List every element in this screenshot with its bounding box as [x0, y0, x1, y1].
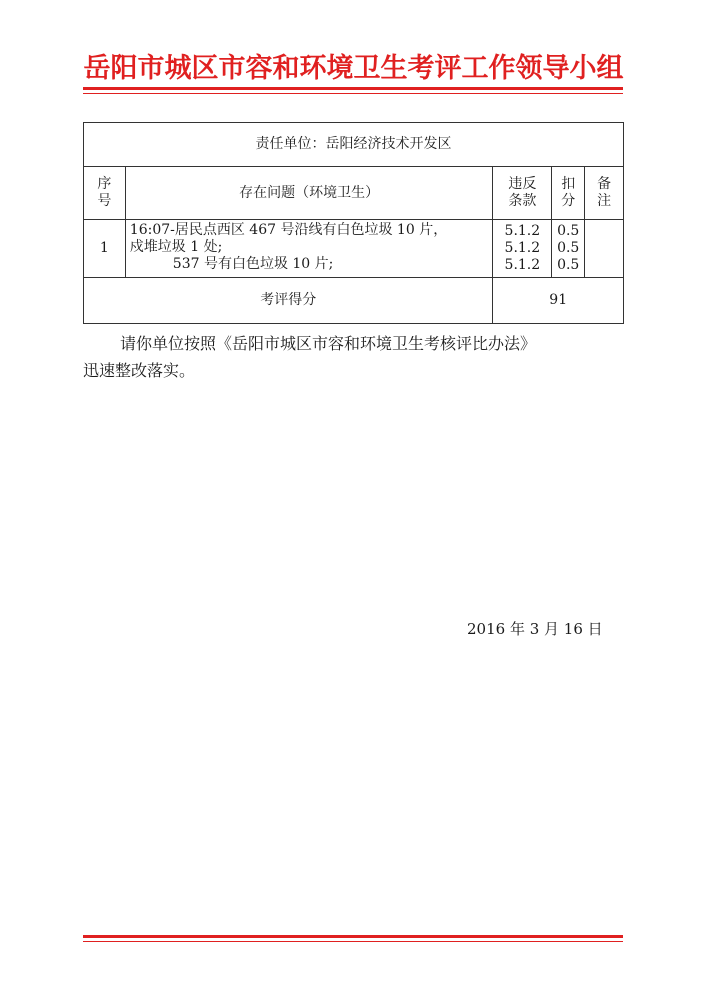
note-line-1: 请你单位按照《岳阳市城区市容和环境卫生考核评比办法》	[120, 334, 537, 353]
table-row	[84, 220, 624, 278]
clause-cell: 5.1.2 5.1.2 5.1.2	[493, 220, 552, 278]
seq-cell: 1	[84, 220, 126, 278]
header-rule-thin	[83, 93, 623, 94]
inspection-table	[83, 122, 624, 324]
document-header-title: 岳阳市城区市容和环境卫生考评工作领导小组	[83, 53, 624, 84]
deduction-header: 扣 分	[552, 167, 585, 220]
problem-header: 存在问题（环境卫生）	[125, 167, 493, 220]
score-value: 91	[493, 278, 624, 324]
clause-header: 违反 条款	[493, 167, 552, 220]
score-label: 考评得分	[84, 278, 493, 324]
footer-rule-thick	[83, 935, 623, 938]
note-line-2: 迅速整改落实。	[83, 361, 196, 380]
problem-line: 537 号有白色垃圾 10 片;	[172, 256, 334, 272]
rectification-note	[83, 330, 624, 384]
responsible-unit-cell: 责任单位：岳阳经济技术开发区	[84, 123, 624, 167]
note-header: 备 注	[585, 167, 624, 220]
problem-line: 戍堆垃圾 1 处;	[129, 239, 223, 255]
header-rule-thick	[83, 87, 623, 90]
note-cell	[585, 220, 624, 278]
deduction-cell: 0.5 0.5 0.5	[552, 220, 585, 278]
issue-date: 2016 年 3 月 16 日	[467, 620, 603, 638]
seq-header: 序 号	[84, 167, 126, 220]
problem-cell	[125, 220, 493, 278]
footer-rule-thin	[83, 941, 623, 942]
problem-line: 16:07-居民点西区 467 号沿线有白色垃圾 10 片，	[129, 222, 448, 238]
